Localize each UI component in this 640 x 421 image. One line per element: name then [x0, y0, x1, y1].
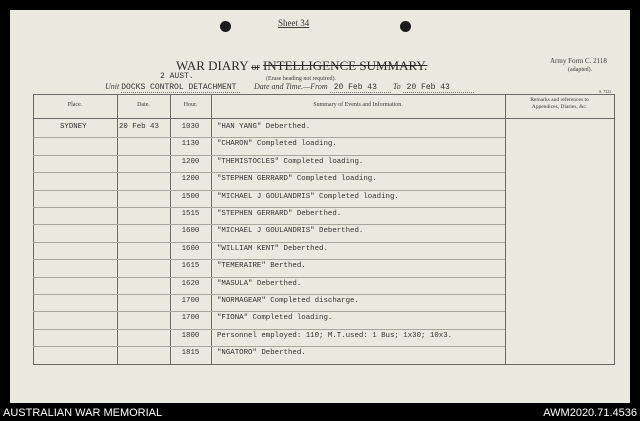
row-divider	[33, 294, 505, 295]
date-column-header: Date.	[137, 102, 150, 108]
table-right-rule	[614, 94, 615, 365]
remarks-column-header-line2: Appendices, Diaries, &c.	[531, 104, 588, 110]
row-summary: Personnel employed: 110; M.T.used: 1 Bus; 1x30; 10x3.	[217, 331, 453, 340]
date-time-label: Date and Time.—From	[254, 82, 328, 91]
unit-label: Unit	[105, 82, 120, 91]
title-or: or	[251, 62, 260, 73]
row-hour: 1130	[181, 140, 200, 149]
row-hour: 1600	[181, 227, 200, 236]
row-hour: 1800	[181, 331, 200, 340]
row-divider	[33, 207, 505, 208]
row-summary: "NORMAGEAR" Completed discharge.	[217, 297, 359, 305]
punch-hole-left	[220, 21, 231, 32]
summary-remarks-divider	[505, 94, 506, 365]
row-divider	[33, 329, 505, 330]
table-top-rule	[33, 94, 615, 95]
punch-hole-right	[400, 21, 411, 32]
unit-line	[105, 82, 240, 92]
row-divider	[33, 172, 505, 173]
footer-institution: AUSTRALIAN WAR MEMORIAL	[3, 407, 163, 419]
row-summary: "THEMISTOCLES" Completed loading.	[217, 157, 364, 166]
row-hour: 1700	[181, 314, 200, 323]
row-hour: 1200	[181, 157, 200, 166]
row-divider	[33, 137, 505, 138]
footer-accession-number: AWM2020.71.4536	[543, 407, 637, 419]
row-hour: 1030	[181, 123, 200, 131]
form-print-code: S. 7322	[599, 89, 612, 94]
row-summary: "TEMERAIRE" Berthed.	[217, 262, 306, 271]
row-hour: 1200	[181, 175, 200, 184]
hour-column-header: Hour.	[183, 102, 198, 108]
diary-sheet	[10, 10, 630, 403]
row-summary: "HAN YANG" Deberthed.	[217, 123, 311, 131]
row-divider	[33, 190, 505, 191]
row-hour: 1700	[181, 297, 200, 305]
row-hour: 1515	[181, 210, 200, 218]
place-date-divider	[117, 94, 118, 365]
unit-value: DOCKS CONTROL DETACHMENT	[121, 83, 240, 93]
row-divider	[33, 311, 505, 312]
row-hour: 1600	[181, 244, 200, 253]
title-war-diary: WAR DIARY	[176, 58, 249, 73]
table-bottom-rule	[33, 364, 615, 365]
row-summary: "MICHAEL J GOULANDRIS" Deberthed.	[217, 227, 364, 236]
row-divider	[33, 155, 505, 156]
sheet-number: Sheet 34	[278, 18, 310, 28]
hour-summary-divider	[211, 94, 212, 365]
row-divider	[33, 346, 505, 347]
to-label: To	[392, 82, 401, 91]
row-divider	[33, 259, 505, 260]
title-intelligence-summary: INTELLIGENCE SUMMARY.	[262, 58, 428, 73]
row-summary: "WILLIAM KENT" Deberthed.	[217, 244, 328, 253]
to-date: 20 Feb 43	[403, 83, 474, 93]
summary-column-header: Summary of Events and Information.	[313, 102, 403, 108]
row-hour: 1815	[181, 349, 200, 358]
row-divider	[33, 224, 505, 225]
remarks-column-header-line1: Remarks and references to	[530, 97, 589, 103]
row-hour: 1620	[181, 279, 200, 288]
row-summary: "STEPHEN GERRARD" Deberthed.	[217, 210, 342, 218]
adapted-note: (adapted).	[568, 67, 593, 73]
row-summary: "MICHAEL J GOULANDRIS" Completed loading.	[217, 192, 399, 201]
row-divider	[33, 277, 505, 278]
from-date: 20 Feb 43	[330, 83, 391, 93]
header-bottom-rule	[33, 118, 615, 119]
place-column-header: Place.	[67, 102, 83, 108]
erase-note: (Erase heading not required).	[266, 76, 336, 82]
row-summary: "NGATORO" Deberthed.	[217, 349, 306, 358]
form-title	[176, 58, 427, 74]
row-date: 20 Feb 43	[119, 123, 159, 131]
date-range-line	[254, 82, 474, 92]
row-summary: "FIONA" Completed loading.	[217, 314, 333, 323]
army-form-number: Army Form C. 2118	[550, 57, 607, 65]
row-summary: "STEPHEN GERRARD" Completed loading.	[217, 175, 377, 184]
row-place: SYDNEY	[60, 123, 87, 131]
unit-number: 2 AUST.	[160, 72, 194, 81]
row-summary: "CHARON" Completed loading.	[217, 140, 337, 149]
row-hour: 1615	[181, 262, 200, 271]
row-hour: 1500	[181, 192, 200, 201]
row-summary: "MASULA" Deberthed.	[217, 279, 302, 288]
table-left-rule	[33, 94, 34, 365]
row-divider	[33, 242, 505, 243]
